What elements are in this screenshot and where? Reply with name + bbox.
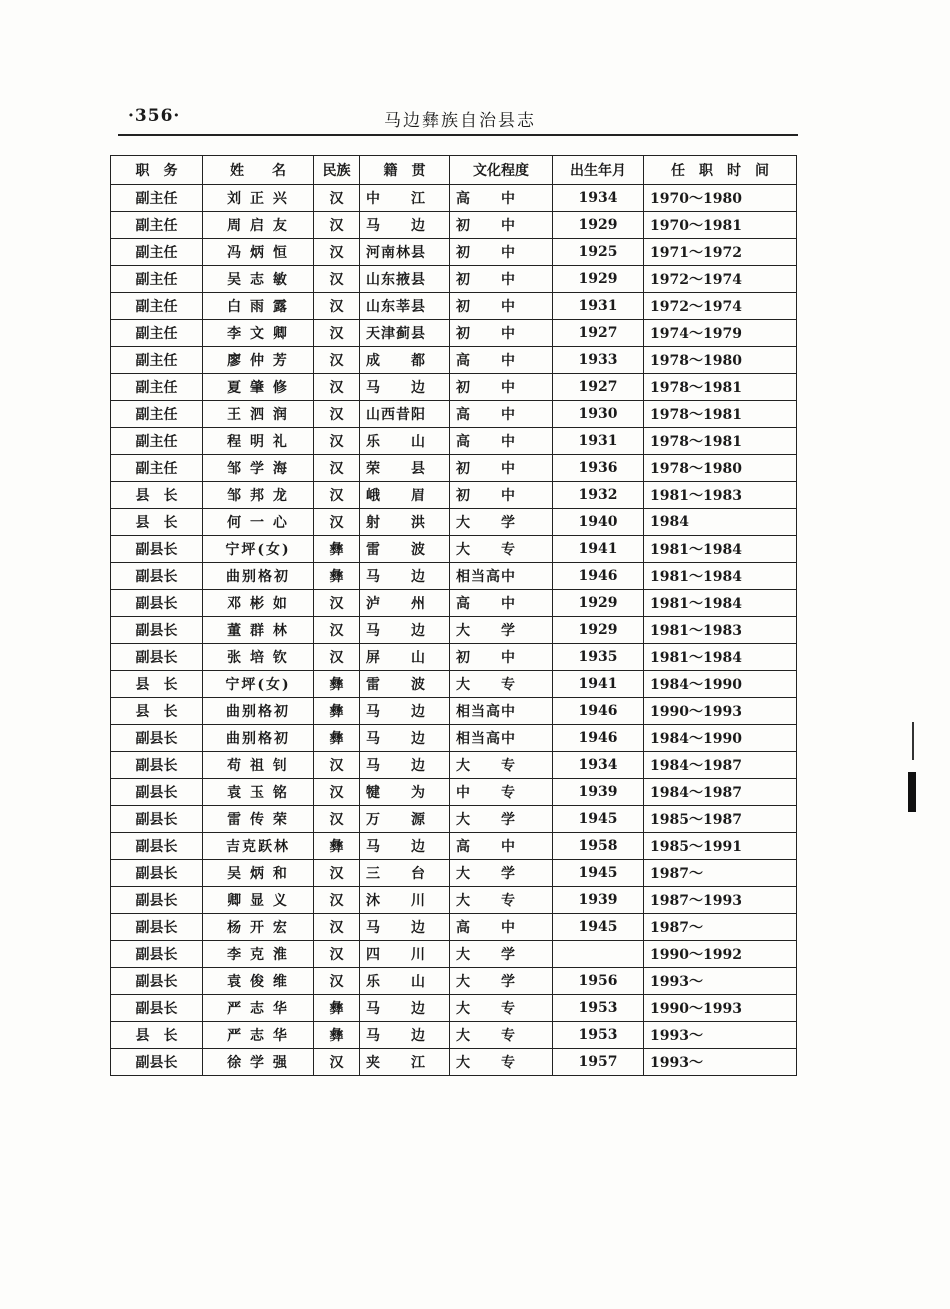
cell-ethnicity: 汉 bbox=[314, 887, 360, 914]
cell-name: 程 明 礼 bbox=[203, 428, 314, 455]
header-birth: 出生年月 bbox=[553, 156, 644, 185]
cell-term: 1990～1992 bbox=[644, 941, 797, 968]
table-row bbox=[111, 779, 797, 806]
cell-term: 1993～ bbox=[644, 1022, 797, 1049]
cell-origin: 马 边 bbox=[360, 698, 450, 725]
cell-birth-year: 1929 bbox=[553, 212, 644, 239]
table-row bbox=[111, 833, 797, 860]
cell-birth-year: 1941 bbox=[553, 536, 644, 563]
cell-origin: 中 江 bbox=[360, 185, 450, 212]
cell-term: 1984～1987 bbox=[644, 779, 797, 806]
cell-name: 邹 学 海 bbox=[203, 455, 314, 482]
cell-name: 何 一 心 bbox=[203, 509, 314, 536]
cell-term: 1990～1993 bbox=[644, 995, 797, 1022]
cell-education: 大 专 bbox=[450, 671, 553, 698]
table-row bbox=[111, 914, 797, 941]
table-row bbox=[111, 347, 797, 374]
cell-ethnicity: 汉 bbox=[314, 968, 360, 995]
cell-birth-year: 1945 bbox=[553, 914, 644, 941]
cell-term: 1974～1979 bbox=[644, 320, 797, 347]
cell-position: 副县长 bbox=[111, 590, 203, 617]
cell-position: 副主任 bbox=[111, 374, 203, 401]
cell-education: 初 中 bbox=[450, 212, 553, 239]
header-name: 姓 名 bbox=[203, 156, 314, 185]
cell-term: 1970～1981 bbox=[644, 212, 797, 239]
table-row bbox=[111, 212, 797, 239]
cell-term: 1987～1993 bbox=[644, 887, 797, 914]
cell-origin: 沐 川 bbox=[360, 887, 450, 914]
cell-term: 1987～ bbox=[644, 860, 797, 887]
cell-origin: 成 都 bbox=[360, 347, 450, 374]
cell-ethnicity: 汉 bbox=[314, 482, 360, 509]
cell-birth-year: 1953 bbox=[553, 995, 644, 1022]
cell-origin: 山东莘县 bbox=[360, 293, 450, 320]
cell-birth-year: 1929 bbox=[553, 617, 644, 644]
table-row bbox=[111, 752, 797, 779]
cell-name: 雷 传 荣 bbox=[203, 806, 314, 833]
cell-birth-year: 1945 bbox=[553, 806, 644, 833]
cell-birth-year: 1956 bbox=[553, 968, 644, 995]
table-row bbox=[111, 995, 797, 1022]
cell-education: 初 中 bbox=[450, 320, 553, 347]
cell-name: 白 雨 露 bbox=[203, 293, 314, 320]
table-row bbox=[111, 455, 797, 482]
cell-name: 刘 正 兴 bbox=[203, 185, 314, 212]
cell-origin: 乐 山 bbox=[360, 428, 450, 455]
cell-ethnicity: 汉 bbox=[314, 455, 360, 482]
margin-mark bbox=[908, 772, 916, 812]
cell-ethnicity: 汉 bbox=[314, 293, 360, 320]
table-row bbox=[111, 428, 797, 455]
cell-education: 初 中 bbox=[450, 482, 553, 509]
cell-term: 1985～1991 bbox=[644, 833, 797, 860]
cell-origin: 犍 为 bbox=[360, 779, 450, 806]
cell-name: 李 克 淮 bbox=[203, 941, 314, 968]
cell-education: 大 专 bbox=[450, 1022, 553, 1049]
table-row bbox=[111, 698, 797, 725]
cell-term: 1978～1981 bbox=[644, 401, 797, 428]
cell-term: 1981～1984 bbox=[644, 590, 797, 617]
cell-ethnicity: 彝 bbox=[314, 725, 360, 752]
cell-name: 曲别格初 bbox=[203, 563, 314, 590]
cell-education: 大 学 bbox=[450, 860, 553, 887]
cell-origin: 峨 眉 bbox=[360, 482, 450, 509]
cell-education: 大 学 bbox=[450, 617, 553, 644]
cell-birth-year: 1946 bbox=[553, 563, 644, 590]
cell-education: 初 中 bbox=[450, 293, 553, 320]
cell-birth-year: 1953 bbox=[553, 1022, 644, 1049]
cell-name: 廖 仲 芳 bbox=[203, 347, 314, 374]
table-row bbox=[111, 563, 797, 590]
cell-name: 苟 祖 钊 bbox=[203, 752, 314, 779]
cell-ethnicity: 彝 bbox=[314, 698, 360, 725]
cell-birth-year: 1939 bbox=[553, 887, 644, 914]
header-position: 职 务 bbox=[111, 156, 203, 185]
cell-name: 杨 开 宏 bbox=[203, 914, 314, 941]
cell-birth-year: 1934 bbox=[553, 185, 644, 212]
table-row bbox=[111, 617, 797, 644]
cell-origin: 射 洪 bbox=[360, 509, 450, 536]
cell-name: 曲别格初 bbox=[203, 725, 314, 752]
cell-birth-year: 1935 bbox=[553, 644, 644, 671]
table-row bbox=[111, 239, 797, 266]
cell-position: 副县长 bbox=[111, 725, 203, 752]
cell-position: 副主任 bbox=[111, 293, 203, 320]
cell-ethnicity: 汉 bbox=[314, 428, 360, 455]
cell-origin: 雷 波 bbox=[360, 671, 450, 698]
cell-ethnicity: 汉 bbox=[314, 374, 360, 401]
cell-birth-year: 1933 bbox=[553, 347, 644, 374]
cell-position: 副主任 bbox=[111, 212, 203, 239]
cell-position: 副县长 bbox=[111, 860, 203, 887]
table-row bbox=[111, 941, 797, 968]
cell-term: 1978～1981 bbox=[644, 374, 797, 401]
cell-birth-year bbox=[553, 941, 644, 968]
table-row bbox=[111, 509, 797, 536]
cell-position: 副县长 bbox=[111, 752, 203, 779]
cell-origin: 泸 州 bbox=[360, 590, 450, 617]
cell-ethnicity: 汉 bbox=[314, 644, 360, 671]
cell-ethnicity: 汉 bbox=[314, 239, 360, 266]
cell-ethnicity: 汉 bbox=[314, 401, 360, 428]
cell-position: 副主任 bbox=[111, 239, 203, 266]
cell-birth-year: 1929 bbox=[553, 590, 644, 617]
cell-education: 高 中 bbox=[450, 401, 553, 428]
cell-position: 副县长 bbox=[111, 563, 203, 590]
cell-ethnicity: 汉 bbox=[314, 185, 360, 212]
cell-education: 大 学 bbox=[450, 509, 553, 536]
cell-origin: 马 边 bbox=[360, 752, 450, 779]
cell-ethnicity: 汉 bbox=[314, 941, 360, 968]
cell-term: 1984～1987 bbox=[644, 752, 797, 779]
table-header-row bbox=[111, 156, 797, 185]
cell-birth-year: 1940 bbox=[553, 509, 644, 536]
cell-term: 1990～1993 bbox=[644, 698, 797, 725]
cell-birth-year: 1936 bbox=[553, 455, 644, 482]
cell-name: 吴 志 敏 bbox=[203, 266, 314, 293]
cell-ethnicity: 汉 bbox=[314, 347, 360, 374]
table-row bbox=[111, 374, 797, 401]
cell-term: 1981～1984 bbox=[644, 644, 797, 671]
cell-birth-year: 1931 bbox=[553, 428, 644, 455]
table-row bbox=[111, 887, 797, 914]
cell-term: 1971～1972 bbox=[644, 239, 797, 266]
cell-term: 1993～ bbox=[644, 968, 797, 995]
cell-origin: 雷 波 bbox=[360, 536, 450, 563]
table-row bbox=[111, 293, 797, 320]
cell-education: 相当高中 bbox=[450, 563, 553, 590]
cell-birth-year: 1946 bbox=[553, 725, 644, 752]
cell-name: 吉克跃林 bbox=[203, 833, 314, 860]
table-row bbox=[111, 401, 797, 428]
cell-birth-year: 1927 bbox=[553, 374, 644, 401]
cell-position: 副县长 bbox=[111, 617, 203, 644]
margin-tick bbox=[912, 722, 914, 760]
cell-term: 1984～1990 bbox=[644, 671, 797, 698]
cell-education: 高 中 bbox=[450, 833, 553, 860]
cell-position: 县 长 bbox=[111, 1022, 203, 1049]
cell-name: 袁 玉 铭 bbox=[203, 779, 314, 806]
cell-ethnicity: 汉 bbox=[314, 806, 360, 833]
cell-education: 初 中 bbox=[450, 455, 553, 482]
header-education: 文化程度 bbox=[450, 156, 553, 185]
cell-position: 副县长 bbox=[111, 1049, 203, 1076]
cell-education: 初 中 bbox=[450, 239, 553, 266]
cell-origin: 马 边 bbox=[360, 995, 450, 1022]
cell-origin: 荣 县 bbox=[360, 455, 450, 482]
cell-name: 袁 俊 维 bbox=[203, 968, 314, 995]
table-row bbox=[111, 482, 797, 509]
cell-origin: 马 边 bbox=[360, 914, 450, 941]
cell-name: 曲别格初 bbox=[203, 698, 314, 725]
cell-name: 李 文 卿 bbox=[203, 320, 314, 347]
cell-term: 1978～1981 bbox=[644, 428, 797, 455]
cell-position: 副主任 bbox=[111, 401, 203, 428]
cell-origin: 马 边 bbox=[360, 374, 450, 401]
table-row bbox=[111, 968, 797, 995]
cell-term: 1978～1980 bbox=[644, 347, 797, 374]
cell-position: 副县长 bbox=[111, 941, 203, 968]
cell-ethnicity: 汉 bbox=[314, 914, 360, 941]
cell-education: 大 专 bbox=[450, 887, 553, 914]
cell-education: 初 中 bbox=[450, 266, 553, 293]
table-row bbox=[111, 320, 797, 347]
cell-birth-year: 1946 bbox=[553, 698, 644, 725]
cell-name: 张 培 钦 bbox=[203, 644, 314, 671]
cell-origin: 三 台 bbox=[360, 860, 450, 887]
cell-ethnicity: 汉 bbox=[314, 779, 360, 806]
cell-education: 大 学 bbox=[450, 941, 553, 968]
cell-position: 副县长 bbox=[111, 779, 203, 806]
table-row bbox=[111, 590, 797, 617]
cell-name: 严 志 华 bbox=[203, 1022, 314, 1049]
cell-name: 卿 显 义 bbox=[203, 887, 314, 914]
table-row bbox=[111, 1022, 797, 1049]
cell-origin: 乐 山 bbox=[360, 968, 450, 995]
book-title: 马边彝族自治县志 bbox=[384, 111, 536, 131]
cell-origin: 马 边 bbox=[360, 1022, 450, 1049]
cell-origin: 屏 山 bbox=[360, 644, 450, 671]
cell-education: 大 学 bbox=[450, 968, 553, 995]
cell-position: 副县长 bbox=[111, 968, 203, 995]
header-term: 任 职 时 间 bbox=[644, 156, 797, 185]
cell-term: 1970～1980 bbox=[644, 185, 797, 212]
cell-ethnicity: 汉 bbox=[314, 1049, 360, 1076]
cell-term: 1987～ bbox=[644, 914, 797, 941]
cell-name: 邹 邦 龙 bbox=[203, 482, 314, 509]
header-origin: 籍 贯 bbox=[360, 156, 450, 185]
cell-origin: 河南林县 bbox=[360, 239, 450, 266]
table-row bbox=[111, 644, 797, 671]
cell-origin: 马 边 bbox=[360, 617, 450, 644]
cell-name: 夏 肇 修 bbox=[203, 374, 314, 401]
cell-origin: 四 川 bbox=[360, 941, 450, 968]
cell-ethnicity: 彝 bbox=[314, 995, 360, 1022]
cell-birth-year: 1957 bbox=[553, 1049, 644, 1076]
cell-birth-year: 1945 bbox=[553, 860, 644, 887]
cell-origin: 马 边 bbox=[360, 833, 450, 860]
officials-table bbox=[110, 155, 797, 1076]
cell-position: 副主任 bbox=[111, 185, 203, 212]
table-row bbox=[111, 185, 797, 212]
cell-position: 副主任 bbox=[111, 347, 203, 374]
cell-origin: 夹 江 bbox=[360, 1049, 450, 1076]
cell-education: 初 中 bbox=[450, 374, 553, 401]
cell-birth-year: 1939 bbox=[553, 779, 644, 806]
cell-birth-year: 1925 bbox=[553, 239, 644, 266]
cell-name: 宁坪(女) bbox=[203, 536, 314, 563]
cell-position: 县 长 bbox=[111, 482, 203, 509]
cell-position: 副县长 bbox=[111, 887, 203, 914]
cell-position: 副主任 bbox=[111, 428, 203, 455]
cell-education: 高 中 bbox=[450, 428, 553, 455]
cell-birth-year: 1934 bbox=[553, 752, 644, 779]
cell-birth-year: 1932 bbox=[553, 482, 644, 509]
cell-name: 周 启 友 bbox=[203, 212, 314, 239]
cell-origin: 山西昔阳 bbox=[360, 401, 450, 428]
cell-term: 1984 bbox=[644, 509, 797, 536]
table-row bbox=[111, 1049, 797, 1076]
cell-ethnicity: 彝 bbox=[314, 536, 360, 563]
cell-origin: 天津蓟县 bbox=[360, 320, 450, 347]
cell-origin: 马 边 bbox=[360, 563, 450, 590]
cell-name: 董 群 林 bbox=[203, 617, 314, 644]
cell-birth-year: 1931 bbox=[553, 293, 644, 320]
cell-position: 副县长 bbox=[111, 914, 203, 941]
cell-position: 副主任 bbox=[111, 320, 203, 347]
cell-ethnicity: 彝 bbox=[314, 1022, 360, 1049]
cell-education: 初 中 bbox=[450, 644, 553, 671]
cell-term: 1993～ bbox=[644, 1049, 797, 1076]
table-row bbox=[111, 536, 797, 563]
cell-ethnicity: 汉 bbox=[314, 617, 360, 644]
cell-education: 中 专 bbox=[450, 779, 553, 806]
cell-ethnicity: 汉 bbox=[314, 266, 360, 293]
cell-term: 1981～1983 bbox=[644, 617, 797, 644]
cell-ethnicity: 彝 bbox=[314, 671, 360, 698]
cell-name: 严 志 华 bbox=[203, 995, 314, 1022]
cell-position: 副主任 bbox=[111, 455, 203, 482]
cell-position: 县 长 bbox=[111, 671, 203, 698]
cell-education: 大 专 bbox=[450, 995, 553, 1022]
cell-ethnicity: 汉 bbox=[314, 590, 360, 617]
cell-term: 1981～1983 bbox=[644, 482, 797, 509]
cell-education: 高 中 bbox=[450, 347, 553, 374]
cell-ethnicity: 汉 bbox=[314, 320, 360, 347]
cell-education: 相当高中 bbox=[450, 698, 553, 725]
cell-position: 副县长 bbox=[111, 806, 203, 833]
cell-position: 县 长 bbox=[111, 698, 203, 725]
cell-education: 高 中 bbox=[450, 590, 553, 617]
cell-name: 冯 炳 恒 bbox=[203, 239, 314, 266]
header-ethnicity: 民族 bbox=[314, 156, 360, 185]
cell-position: 副县长 bbox=[111, 644, 203, 671]
cell-ethnicity: 汉 bbox=[314, 752, 360, 779]
cell-term: 1981～1984 bbox=[644, 536, 797, 563]
page-number: ·356· bbox=[128, 106, 181, 126]
cell-origin: 马 边 bbox=[360, 725, 450, 752]
cell-birth-year: 1930 bbox=[553, 401, 644, 428]
table-row bbox=[111, 806, 797, 833]
cell-education: 高 中 bbox=[450, 185, 553, 212]
cell-ethnicity: 汉 bbox=[314, 860, 360, 887]
cell-name: 徐 学 强 bbox=[203, 1049, 314, 1076]
cell-birth-year: 1929 bbox=[553, 266, 644, 293]
cell-birth-year: 1958 bbox=[553, 833, 644, 860]
cell-education: 高 中 bbox=[450, 914, 553, 941]
table-row bbox=[111, 671, 797, 698]
cell-ethnicity: 汉 bbox=[314, 509, 360, 536]
cell-ethnicity: 彝 bbox=[314, 833, 360, 860]
table-body bbox=[111, 185, 797, 1076]
cell-ethnicity: 彝 bbox=[314, 563, 360, 590]
cell-name: 邓 彬 如 bbox=[203, 590, 314, 617]
cell-ethnicity: 汉 bbox=[314, 212, 360, 239]
cell-education: 大 专 bbox=[450, 752, 553, 779]
cell-education: 大 学 bbox=[450, 806, 553, 833]
cell-position: 副主任 bbox=[111, 266, 203, 293]
cell-education: 大 专 bbox=[450, 536, 553, 563]
cell-term: 1984～1990 bbox=[644, 725, 797, 752]
cell-term: 1978～1980 bbox=[644, 455, 797, 482]
cell-birth-year: 1941 bbox=[553, 671, 644, 698]
cell-education: 相当高中 bbox=[450, 725, 553, 752]
header-rule bbox=[118, 134, 798, 136]
cell-origin: 万 源 bbox=[360, 806, 450, 833]
cell-term: 1972～1974 bbox=[644, 293, 797, 320]
cell-origin: 马 边 bbox=[360, 212, 450, 239]
cell-term: 1972～1974 bbox=[644, 266, 797, 293]
table-row bbox=[111, 725, 797, 752]
cell-term: 1985～1987 bbox=[644, 806, 797, 833]
cell-education: 大 专 bbox=[450, 1049, 553, 1076]
table-row bbox=[111, 266, 797, 293]
cell-origin: 山东掖县 bbox=[360, 266, 450, 293]
cell-birth-year: 1927 bbox=[553, 320, 644, 347]
cell-position: 县 长 bbox=[111, 509, 203, 536]
table-row bbox=[111, 860, 797, 887]
cell-name: 王 泗 润 bbox=[203, 401, 314, 428]
cell-name: 宁坪(女) bbox=[203, 671, 314, 698]
cell-name: 吴 炳 和 bbox=[203, 860, 314, 887]
cell-term: 1981～1984 bbox=[644, 563, 797, 590]
cell-position: 副县长 bbox=[111, 833, 203, 860]
cell-position: 副县长 bbox=[111, 995, 203, 1022]
cell-position: 副县长 bbox=[111, 536, 203, 563]
